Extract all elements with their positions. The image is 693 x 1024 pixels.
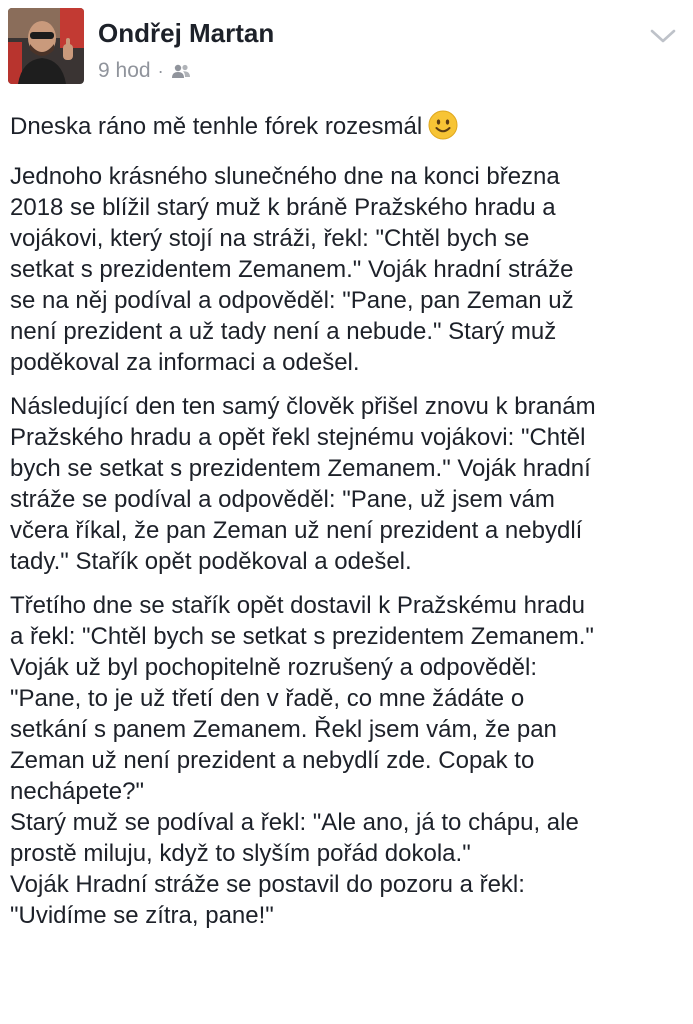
author-avatar[interactable]: [8, 8, 84, 84]
paragraph-line: "Uvidíme se zítra, pane!": [10, 902, 274, 929]
meta-separator: ·: [157, 61, 164, 81]
paragraph-2: [10, 391, 686, 577]
post-header: [0, 0, 693, 100]
author-name[interactable]: Ondřej Martan: [98, 18, 275, 48]
paragraph-line: Zeman už není prezident a nebydlí zde. Copak to: [10, 747, 535, 774]
paragraph-line: Pražského hradu a opět řekl stejnému vojákovi: "Chtěl: [10, 424, 586, 451]
paragraph-line: "Pane, to je už třetí den v řadě, co mne žádáte o: [10, 685, 525, 712]
paragraph-line: vojákovi, který stojí na stráži, řekl: "Chtěl bych se: [10, 225, 530, 252]
paragraph-line: setkání s panem Zemanem. Řekl jsem vám, že pan: [10, 716, 557, 743]
post-meta: [98, 58, 191, 84]
paragraph-line: Voják Hradní stráže se postavil do pozoru a řekl:: [10, 871, 525, 898]
paragraph-line: 2018 se blížil starý muž k bráně Pražského hradu a: [10, 194, 556, 221]
paragraph-line: Následující den ten samý člověk přišel znovu k branám: [10, 393, 596, 420]
paragraph-line: setkat s prezidentem Zemanem." Voják hradní stráže: [10, 256, 574, 283]
profile-photo: [8, 8, 84, 84]
paragraph-line: se na něj podíval a odpověděl: "Pane, pan Zeman už: [10, 287, 574, 314]
intro-text: Dneska ráno mě tenhle fórek rozesmál: [10, 113, 423, 140]
smiley-emoji: [428, 110, 458, 148]
paragraph-line: Starý muž se podíval a řekl: "Ale ano, já to chápu, ale: [10, 809, 579, 836]
paragraph-line: a řekl: "Chtěl bych se setkat s prezidentem Zemanem.": [10, 623, 594, 650]
paragraph-line: nechápete?": [10, 778, 144, 805]
paragraph-line: není prezident a už tady není a nebude." Starý muž: [10, 318, 557, 345]
post-body: [10, 110, 686, 944]
chevron-down-icon: [649, 28, 677, 44]
paragraph-line: Voják už byl pochopitelně rozrušený a odpověděl:: [10, 654, 538, 681]
paragraph-line: stráže se podíval a odpověděl: "Pane, už jsem vám: [10, 486, 555, 513]
post-intro: [10, 110, 686, 148]
paragraph-3: [10, 590, 686, 931]
friends-icon[interactable]: [171, 63, 191, 79]
paragraph-line: tady." Stařík opět poděkoval a odešel.: [10, 548, 412, 575]
timestamp[interactable]: 9 hod: [98, 59, 151, 82]
paragraph-line: bych se setkat s prezidentem Zemanem." Voják hradní: [10, 455, 591, 482]
post-options-button[interactable]: [646, 22, 680, 50]
paragraph-line: včera říkal, že pan Zeman už není prezident a nebydlí: [10, 517, 583, 544]
paragraph-line: Třetího dne se stařík opět dostavil k Pražskému hradu: [10, 592, 585, 619]
paragraph-line: prostě miluju, když to slyším pořád dokola.": [10, 840, 471, 867]
paragraph-line: Jednoho krásného slunečného dne na konci března: [10, 163, 560, 190]
paragraph-1: [10, 161, 686, 378]
paragraph-line: poděkoval za informaci a odešel.: [10, 349, 360, 376]
